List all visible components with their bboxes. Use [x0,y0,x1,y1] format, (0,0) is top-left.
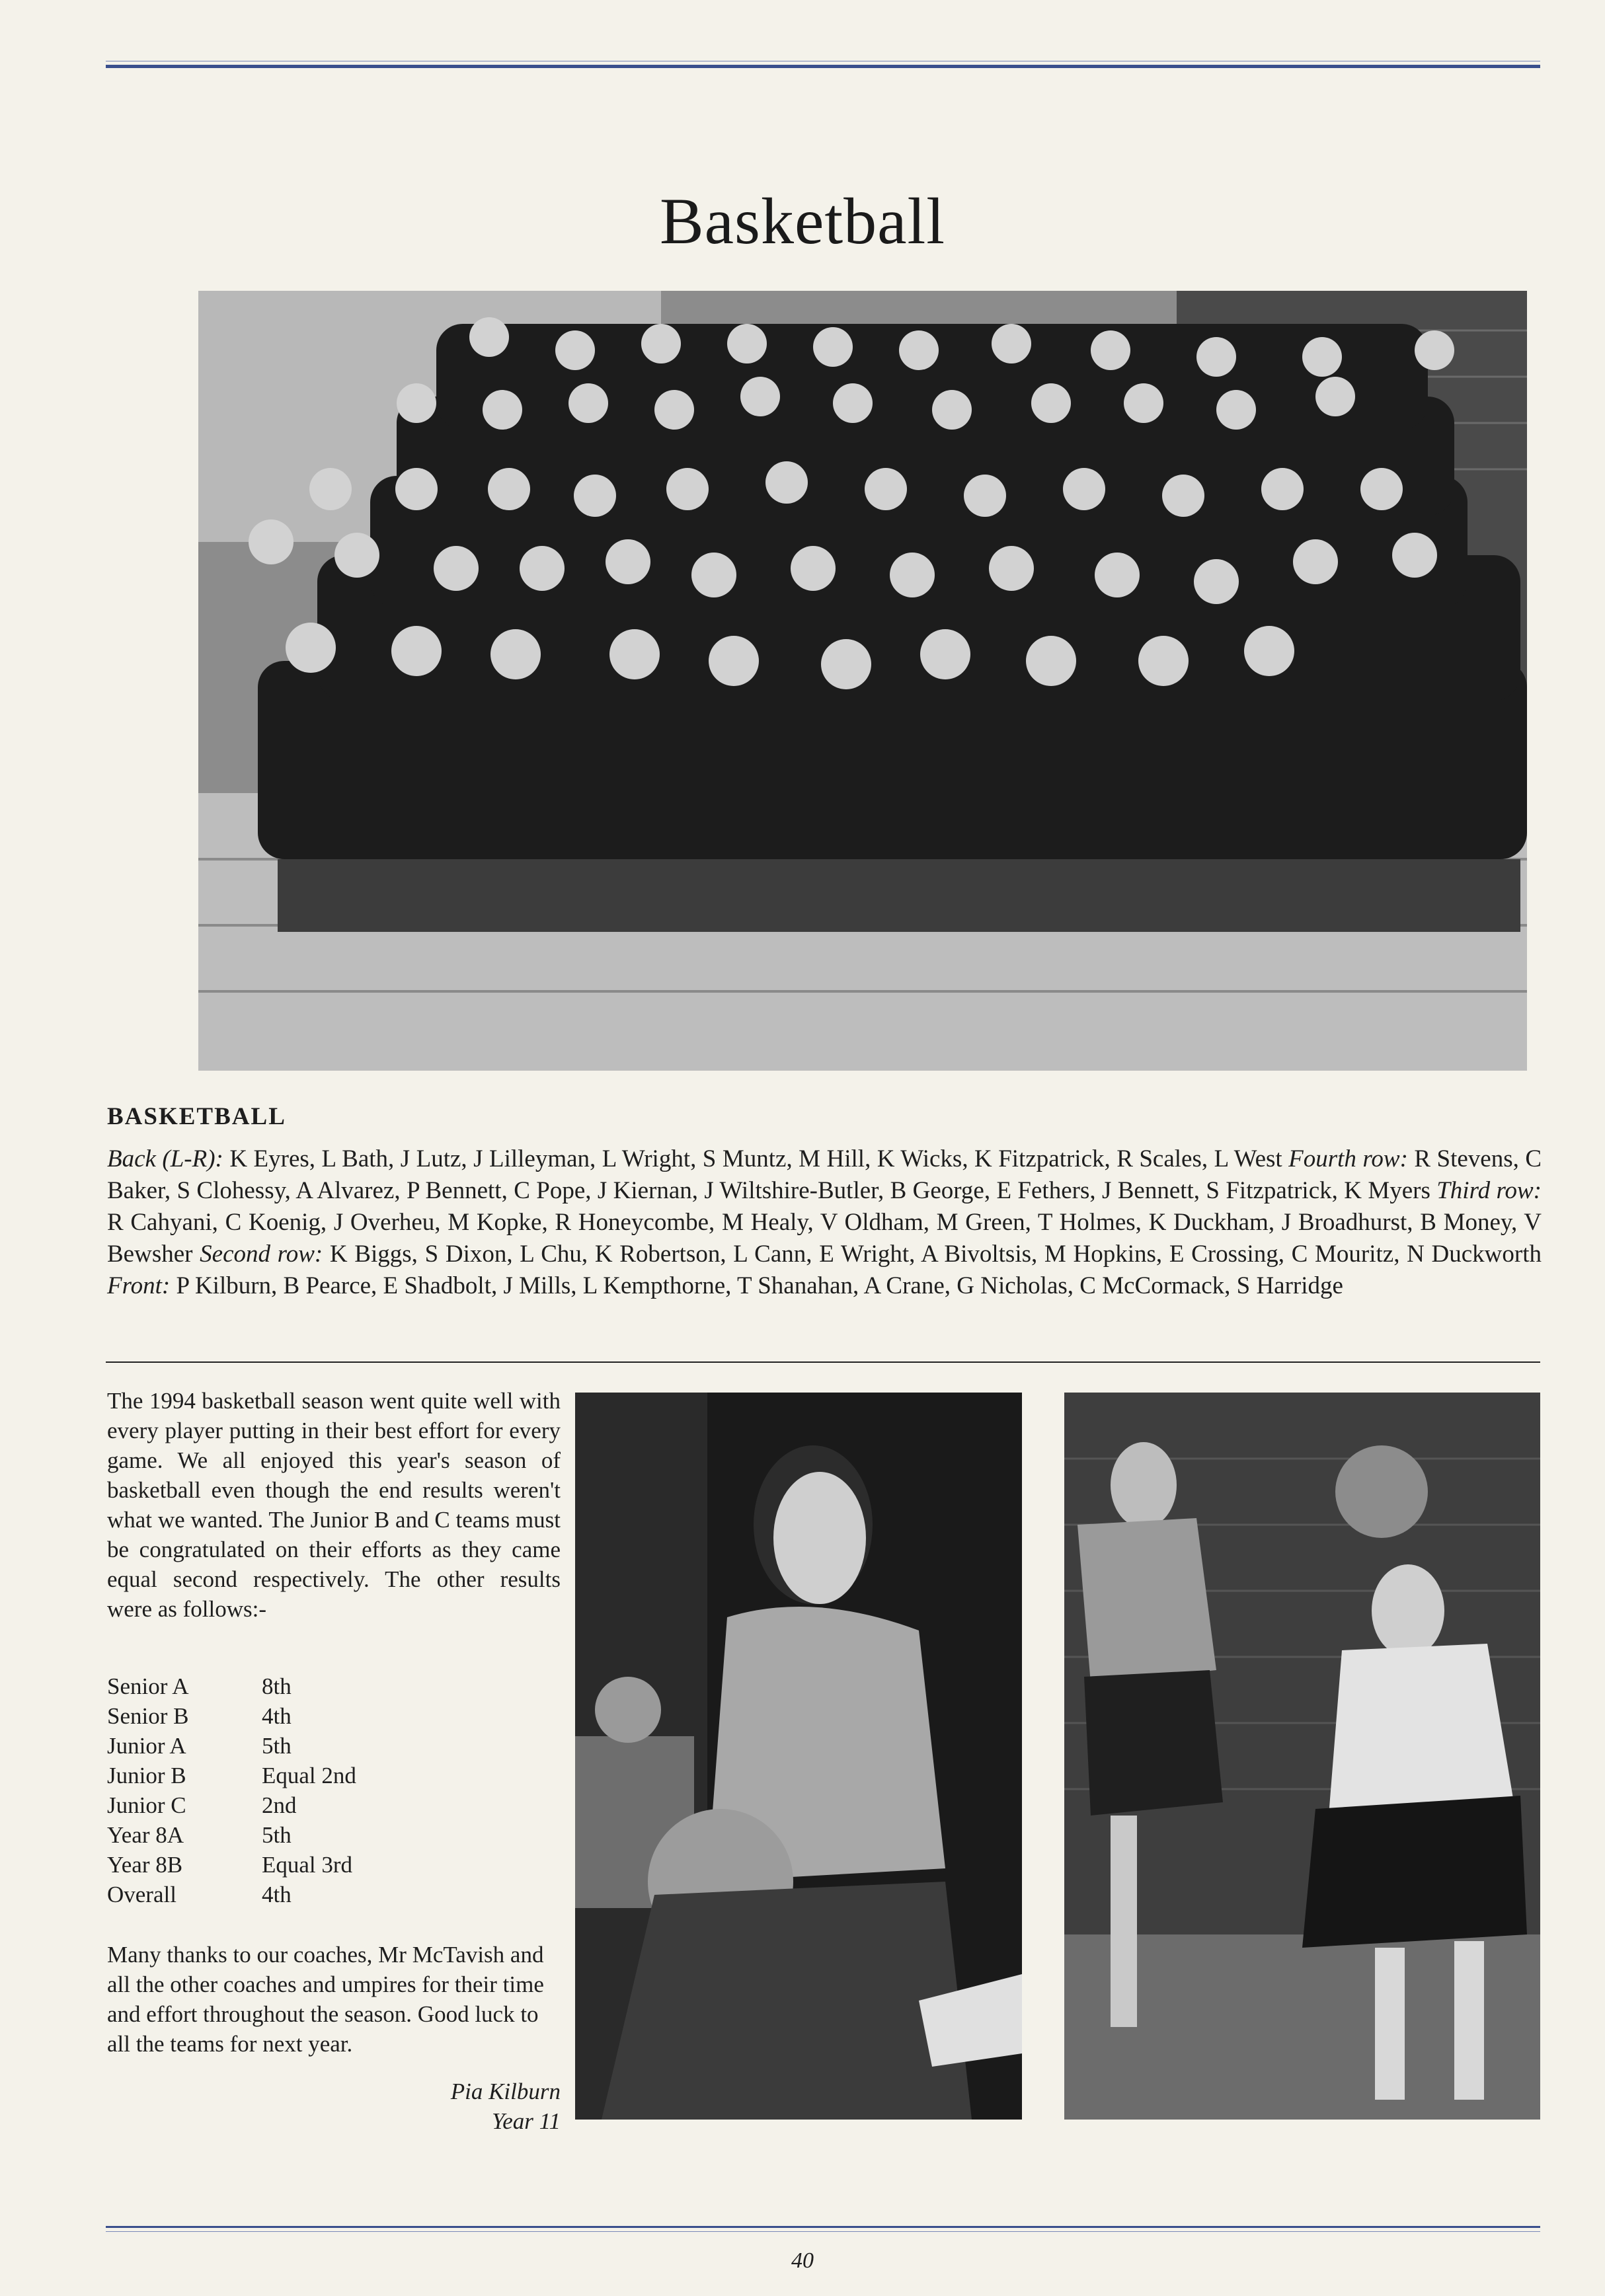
team-place: 5th [262,1733,292,1759]
caption-row-names: K Biggs, S Dixon, L Chu, K Robertson, L Cann, E Wright, A Bivoltsis, M Hopkins, E Crossing, C Mouritz, N Duckworth [329,1241,1542,1268]
team-place: 4th [262,1703,292,1729]
table-row [107,1820,356,1850]
top-rule [106,65,1540,68]
team-name: Senior B [107,1703,189,1729]
team-place: 5th [262,1822,292,1848]
team-place: 2nd [262,1792,297,1818]
team-group-photo [198,291,1527,1071]
team-place: 8th [262,1673,292,1699]
players-shooting-photo [1064,1393,1540,2120]
caption-row-names: P Kilburn, B Pearce, E Shadbolt, J Mills, L Kempthorne, T Shanahan, A Crane, G Nicholas, C McCormack, S Harridge [176,1272,1343,1299]
bottom-rule-thin [106,2231,1540,2232]
table-row [107,1671,356,1701]
team-name: Overall [107,1882,176,1907]
caption-row-label: Back (L-R): [107,1145,223,1172]
caption-row-names: R Stevens, C Baker, S Clohessy, A Alvarez, P Bennett, C Pope, J Kiernan, J Wiltshire-Butler, B George, E Fethers, J Bennett, S Fitzpatrick, K Myers [107,1145,1542,1204]
table-row [107,1761,356,1790]
table-row [107,1880,356,1909]
thanks-paragraph: Many thanks to our coaches, Mr McTavish and all the other coaches and umpires for their time and effort throughout the season. Good luck to all the teams for next year. [107,1942,544,2057]
team-place: 4th [262,1882,292,1907]
section-divider [106,1361,1540,1363]
table-row [107,1790,356,1820]
team-name: Year 8B [107,1852,183,1878]
caption-row-label: Second row: [200,1241,323,1268]
team-name: Junior C [107,1792,186,1818]
author-year: Year 11 [491,2108,561,2134]
team-place: Equal 2nd [262,1763,356,1788]
table-row [107,1731,356,1761]
bottom-rule [106,2226,1540,2228]
page-title: Basketball [659,184,946,258]
results-table [107,1671,356,1909]
caption-row-names: K Eyres, L Bath, J Lutz, J Lilleyman, L Wright, S Muntz, M Hill, K Wicks, K Fitzpatrick, R Scales, L West [229,1145,1282,1172]
caption-row-label: Front: [107,1272,171,1299]
season-report-paragraph: The 1994 basketball season went quite well with every player putting in their best effort for every game. We all enjoyed this year's season of basketball even though the end results weren't what we wanted. The Junior B and C teams must be congratulated on their efforts as they came equal second respectively. The other results were as follows:- [107,1388,561,1622]
author-name: Pia Kilburn [450,2079,561,2104]
team-name: Senior A [107,1673,189,1699]
caption-heading: BASKETBALL [107,1103,286,1130]
caption-names [107,1143,1542,1302]
team-name: Junior B [107,1763,186,1788]
table-row [107,1701,356,1731]
table-row [107,1850,356,1880]
caption-row-label: Fourth row: [1288,1145,1408,1172]
caption-row-label: Third row: [1436,1177,1542,1204]
team-name: Junior A [107,1733,186,1759]
player-with-ball-photo [575,1393,1022,2120]
team-place: Equal 3rd [262,1852,353,1878]
caption-row-names: R Cahyani, C Koenig, J Overheu, M Kopke, R Honeycombe, M Healy, V Oldham, M Green, T Holmes, K Duckham, J Broadhurst, B Money, V Bewsher [107,1209,1542,1268]
page-number: 40 [791,2248,814,2273]
team-name: Year 8A [107,1822,184,1848]
